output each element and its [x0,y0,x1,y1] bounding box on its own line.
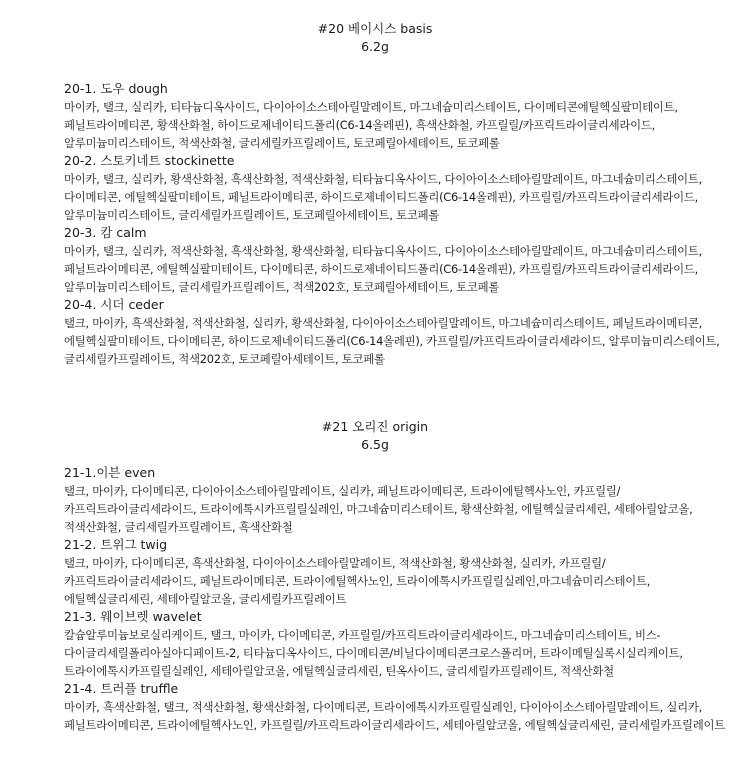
section-title: #21 오리진 origin [321,419,429,434]
shade-title: 21-3. 웨이브렛 wavelet [64,609,202,624]
shade-item [64,80,728,152]
shade-title: 20-1. 도우 dough [64,81,168,96]
shade-title: 20-2. 스토키네트 stockinette [64,153,235,168]
shade-item [64,464,728,536]
shade-title: 20-4. 시더 ceder [64,297,164,312]
shade-ingredients: 마이카, 탤크, 실리카, 황색산화철, 흑색산화철, 적색산화철, 티타늄디옥사이드, 다이아이소스테아릴말레이트, 마그네슘미리스테이트, 다이메티콘, 에틸헥실팔미테이트, 페닐트라이메티콘, 하이드로제네이티드폴리(C6-14올레핀), 카프릴릴/카프릭트라이글리세라이드, 알루미늄미리스테이트, 글리세릴카프릴레이트, 토코페릴아세테이트, 토코페롤 [64,172,702,222]
shade-ingredients: 탤크, 마이카, 다이메티콘, 흑색산화철, 다이아이소스테아릴말레이트, 적색산화철, 황색산화철, 실리카, 카프릴릴/카프릭트라이글리세라이드, 페닐트라이메티콘, 트라이에틸헥사노인, 트라이에톡시카프릴릴실레인,마그네슘미리스테이트, 에틸헥실글리세린, 세테아릴알코올, 글리세릴카프릴레이트 [64,556,651,606]
shade-item [64,296,728,368]
shade-ingredients: 마이카, 탤크, 실리카, 티타늄디옥사이드, 다이아이소스테아릴말레이트, 마그네슘미리스테이트, 다이메티콘에틸헥실팔미테이트, 페닐트라이메티콘, 황색산화철, 하이드로제네이티드폴리(C6-14올레핀), 흑색산화철, 카프릴릴/카프릭트라이글리세라이드, 알루미늄미리스테이트, 적색산화철, 글리세릴카프릴레이트, 토코페릴아세테이트, 토코페롤 [64,100,678,150]
shade-item [64,152,728,224]
section-weight: 6.5g [361,437,389,452]
section-weight: 6.2g [361,39,389,54]
section-title: #20 베이시스 basis [317,21,433,36]
shade-ingredients: 마이카, 탤크, 실리카, 적색산화철, 흑색산화철, 황색산화철, 티타늄디옥사이드, 다이아이소스테아릴말레이트, 마그네슘미리스테이트, 페닐트라이메티콘, 에틸헥실팔미테이트, 다이메티콘, 하이드로제네이티드폴리(C6-14올레핀), 카프릴릴/카프릭트라이글리세라이드, 알루미늄미리스테이트, 글리세릴카프릴레이트, 적색202호, 토코페릴아세테이트, 토코페롤 [64,244,702,294]
shade-ingredients: 마이카, 흑색산화철, 탤크, 적색산화철, 황색산화철, 다이메티콘, 트라이에톡시카프릴릴실레인, 다이아이소스테아릴말레이트, 실리카, 페닐트라이메티콘, 트라이에틸헥사노인, 카프릴릴/카프릭트라이글리세라이드, 세테아릴알코올, 에틸헥실글리세린, 글리세릴카프릴레이트 [64,700,725,732]
shade-ingredients: 칼슘알루미늄보로실리케이트, 탤크, 마이카, 다이메티콘, 카프릴릴/카프릭트라이글리세라이드, 마그네슘미리스테이트, 비스-다이글리세릴폴리아실아디페이트-2, 티타늄디옥사이드, 다이메티콘/비닐다이메티콘크로스폴리머, 트라이메틸실록시실리케이트, 트라이에톡시카프릴릴실레인, 세테아릴알코올, 에틸헥실글리세린, 틴옥사이드, 글리세릴카프릴레이트, 적색산화철 [64,628,683,678]
shade-title: 20-3. 캄 calm [64,225,147,240]
shade-item [64,680,728,734]
shade-ingredients: 탤크, 마이카, 다이메티콘, 다이아이소스테아릴말레이트, 실리카, 페닐트라이메티콘, 트라이에틸헥사노인, 카프릴릴/카프릭트라이글리세라이드, 트라이에톡시카프릴릴실레인, 마그네슘미리스테이트, 황색산화철, 에틸헥실글리세린, 세테아릴알코올, 적색산화철, 글리세릴카프릴레이트, 흑색산화철 [64,484,693,534]
shade-ingredients: 탤크, 마이카, 흑색산화철, 적색산화철, 실리카, 황색산화철, 다이아이소스테아릴말레이트, 마그네슘미리스테이트, 페닐트라이메티콘, 에틸헥실팔미테이트, 다이메티콘, 하이드로제네이티드폴리(C6-14올레핀), 카프릴릴/카프릭트라이글리세라이드, 알루미늄미리스테이트, 글리세릴카프릴레이트, 적색202호, 토코페릴아세테이트, 토코페롤 [64,316,720,366]
product-section-basis [64,20,728,368]
shade-item [64,224,728,296]
shade-item [64,536,728,608]
shade-title: 21-2. 트위그 twig [64,537,168,552]
product-section-origin [64,418,728,734]
shade-item [64,608,728,680]
shade-title: 21-1.이븐 even [64,465,156,480]
shade-title: 21-4. 트러플 truffle [64,681,179,696]
